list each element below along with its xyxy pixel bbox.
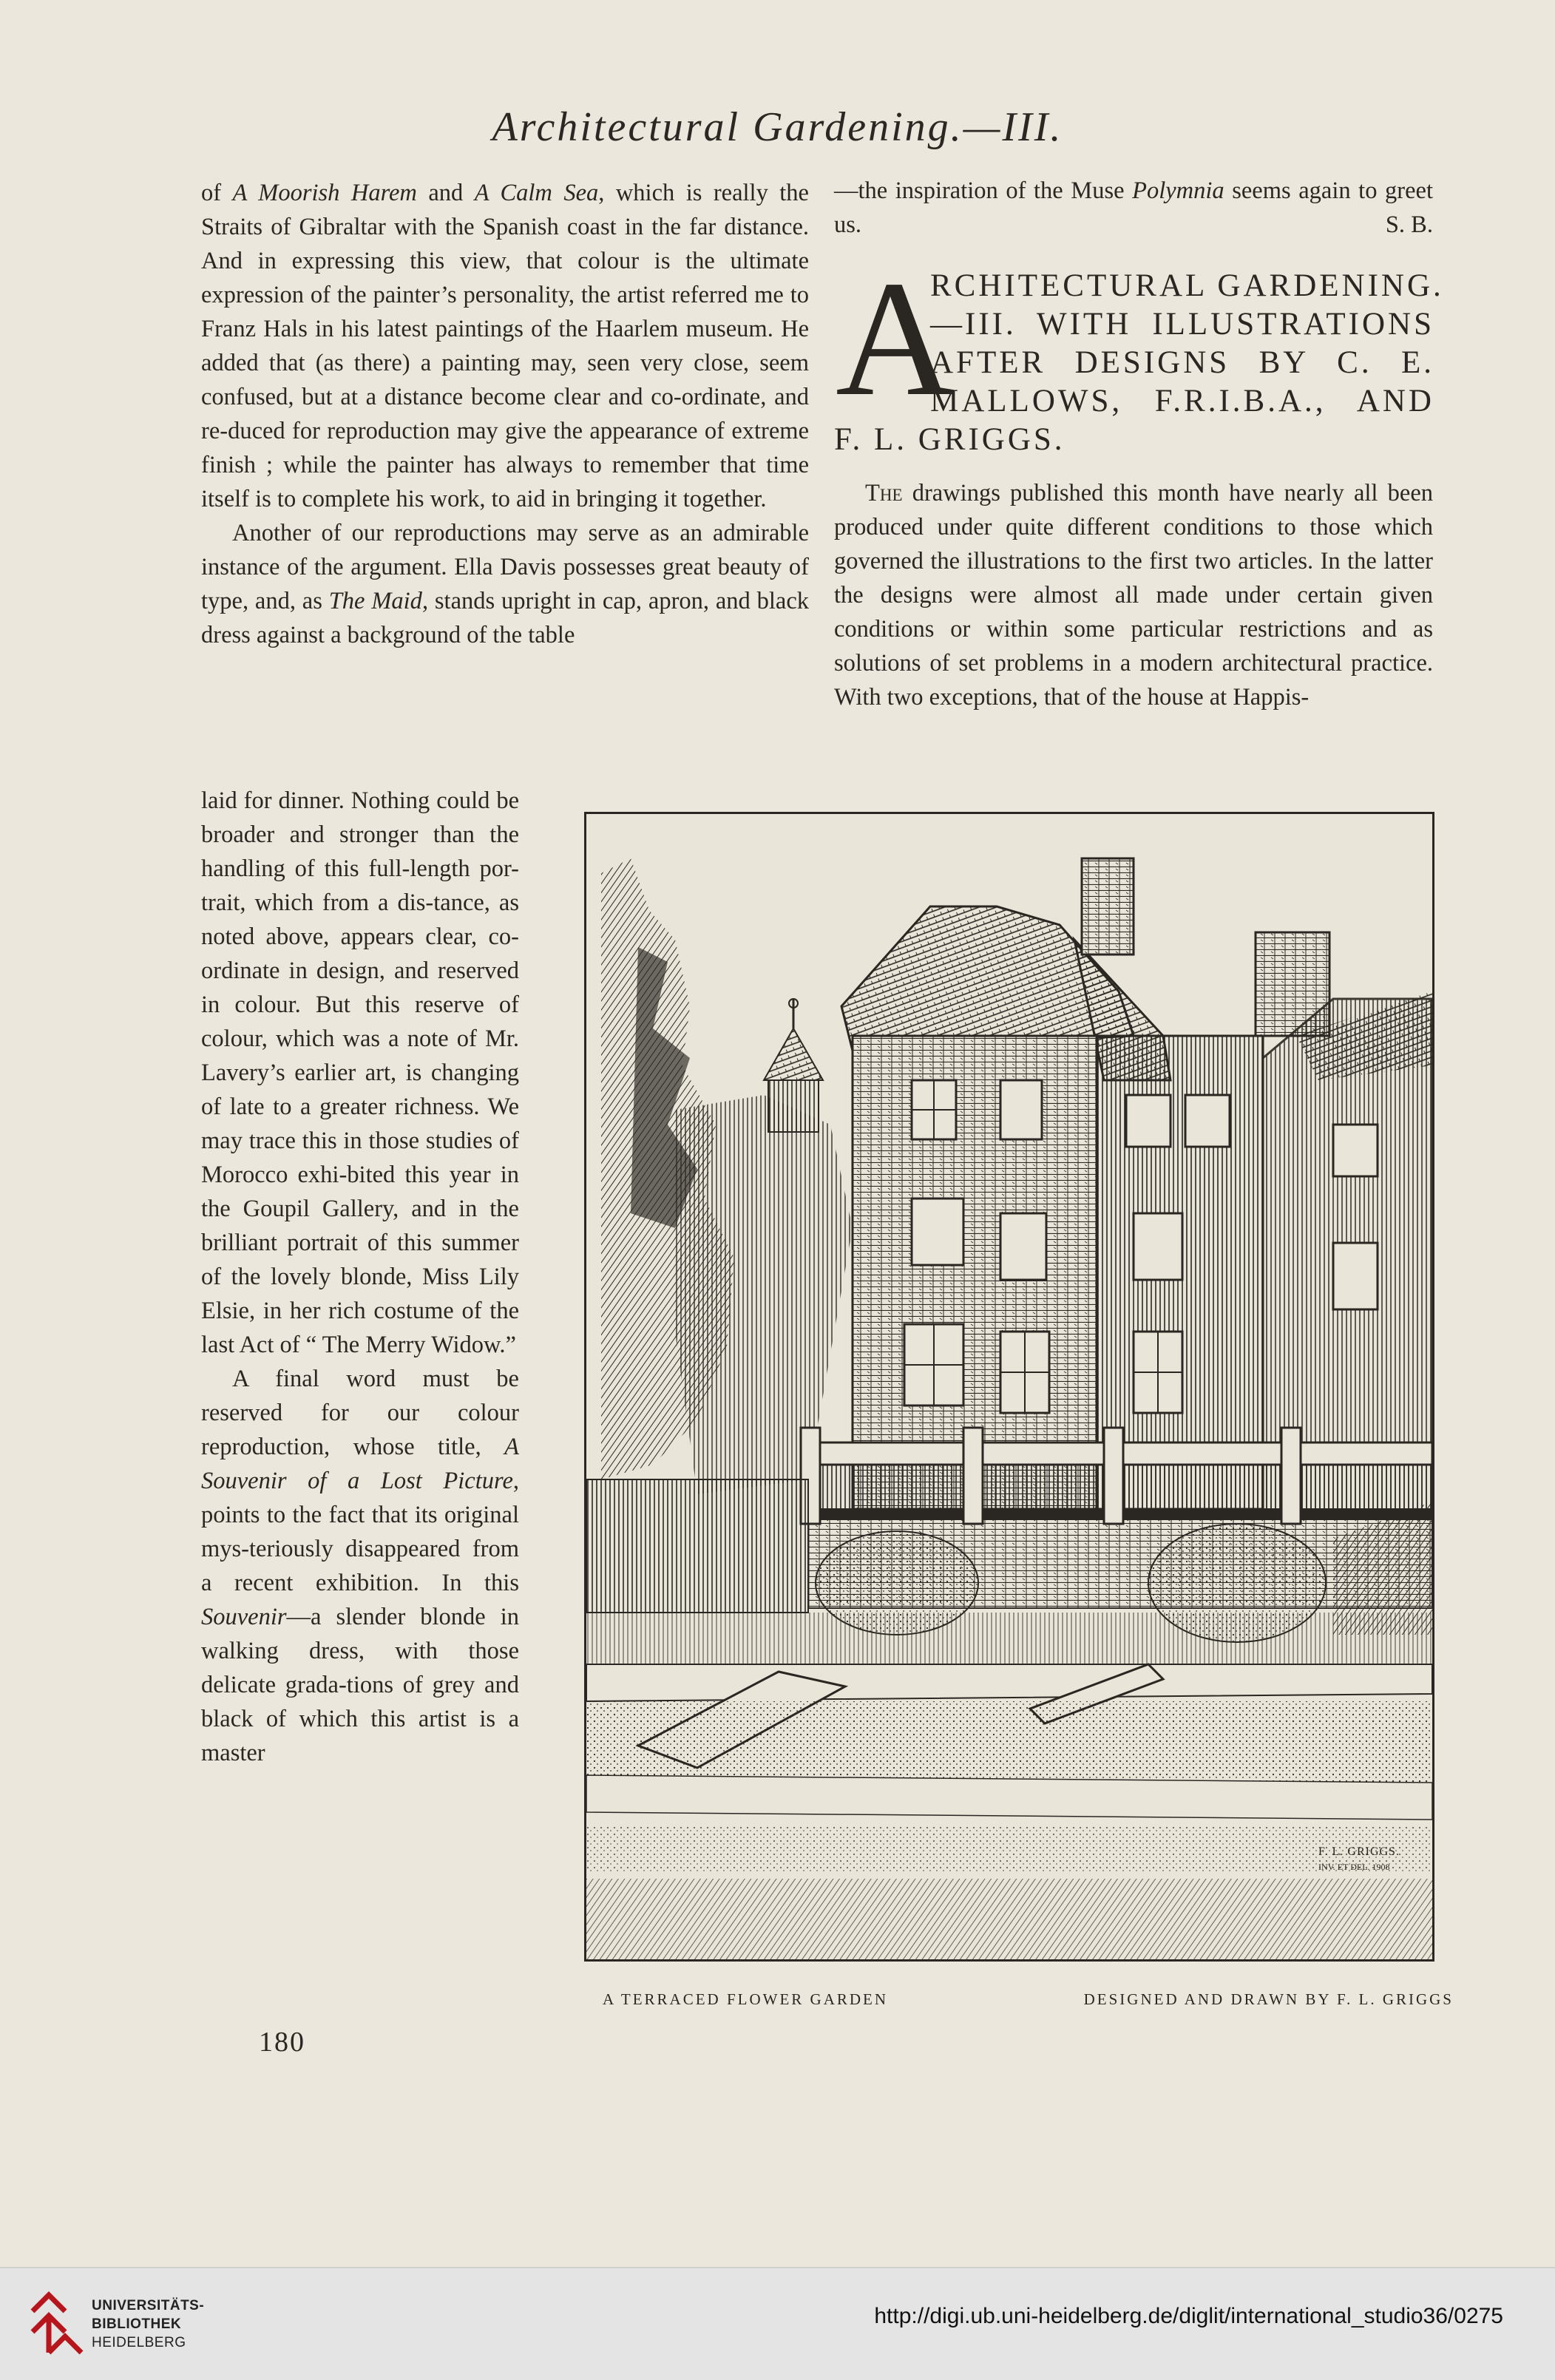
signature-date: INV. ET DEL. 1908: [1318, 1862, 1390, 1872]
italic-title: Polymnia: [1132, 177, 1224, 204]
library-name-line: UNIVERSITÄTS-: [92, 2298, 205, 2313]
italic-title: A Moorish Harem: [232, 180, 417, 206]
right-column-top: [834, 174, 1433, 242]
cupola: [764, 999, 823, 1132]
paragraph: [201, 1362, 519, 1770]
text-run: Another of our reproductions may serve as an admirable instance of the argument. Ella Davis possesses great beauty of type, and, as: [201, 520, 809, 614]
text-run: , which is really the Straits of Gibraltar with the Spanish coast in the far distance. And in expressing this view, that colour is the ultimate expression of the painter’s personality, the artist referred me to Franz Hals in his latest paintings of the Haarlem museum. He added that (as there) a painting may, seen very close, seem confused, but at a distance become clear and co-ordinate, and re-duced for reproduction may give the appearance of extreme finish ; while the painter has always to remember that time itself is to complete his work, to aid in bringing it together.: [201, 180, 809, 512]
heading-line: AFTER DESIGNS BY C. E.: [930, 345, 1434, 380]
library-logo-icon[interactable]: [27, 2289, 89, 2360]
article-heading: [834, 247, 1444, 461]
figure-caption-title: A TERRACED FLOWER GARDEN: [603, 1990, 889, 2008]
small-caps-word: The: [865, 480, 903, 506]
paragraph: [834, 476, 1433, 714]
illustration-terraced-flower-garden: [584, 812, 1434, 1962]
heading-line: MALLOWS, F.R.I.B.A., AND: [930, 384, 1434, 418]
signature-text: F. L. GRIGGS.: [1318, 1845, 1400, 1858]
text-run: laid for dinner. Nothing could be broader and stronger than the handling of this full-length por-trait, which from a dis-tance, as noted above, appears clear, co-ordinate in design, and reserved in colour. But this reserve of colour, which was a note of Mr. Lavery’s earlier art, is changing of late to a greater richness. We may trace this in those studies of Morocco exhi-bited this year in the Goupil Gallery, and in the brilliant portrait of this summer of the lovely blonde, Miss Lily Elsie, in her rich costume of the last Act of “ The Merry Widow.”: [201, 787, 519, 1358]
figure-caption-credit: DESIGNED AND DRAWN BY F. L. GRIGGS: [1083, 1990, 1454, 2008]
italic-title: A Souvenir of a Lost Picture: [201, 1434, 519, 1494]
sunken-garden: [586, 1613, 1432, 1959]
text-run: A final word must be reserved for our colour reproduction, whose title,: [201, 1366, 519, 1460]
paragraph: [201, 176, 809, 516]
heading-line: F. L. GRIGGS.: [834, 422, 1066, 457]
text-run: , stands upright in cap, apron, and black dress against a background of the table: [201, 588, 810, 648]
running-title: Architectural Gardening.—III.: [492, 104, 1063, 150]
text-run: —the inspiration of the Muse: [834, 177, 1133, 204]
text-run: —a slender blonde in walking dress, with those delicate grada-tions of grey and black of which this artist is a master: [201, 1604, 519, 1766]
closing-paragraph: [834, 174, 1433, 242]
text-run: drawings published this month have nearly all been produced under quite different conditions to those which governed the illustrations to the first two articles. In the latter the designs were almost all made under certain given conditions or within some particular restrictions and as solutions of set problems in a modern architectural practice. With two exceptions, that of the house at Happis-: [834, 480, 1433, 711]
heading-line: RCHITECTURAL GARDENING.: [930, 268, 1444, 303]
paragraph: [201, 784, 519, 1362]
paragraph: [201, 516, 809, 652]
drop-cap: A: [836, 247, 955, 430]
text-run: , points to the fact that its original mys-teriously disappeared from a recent exhibition. In this: [201, 1468, 519, 1596]
italic-title: The Maid: [328, 588, 422, 614]
viewer-footer: [0, 2267, 1555, 2380]
library-name[interactable]: [92, 2296, 204, 2352]
garden-wall: [586, 1479, 808, 1613]
permalink-url[interactable]: http://digi.ub.uni-heidelberg.de/diglit/international_studio36/0275: [874, 2304, 1503, 2328]
tree-background: [675, 1095, 853, 1494]
italic-title: Souvenir: [201, 1604, 287, 1630]
text-run: and: [416, 180, 475, 206]
heading-line: —III. WITH ILLUSTRATIONS: [930, 307, 1434, 342]
right-column-body: [834, 476, 1433, 714]
library-name-line: BIBLIOTHEK: [92, 2316, 182, 2332]
left-column-top: [201, 176, 809, 652]
text-run: of: [201, 180, 233, 206]
library-name-line: HEIDELBERG: [92, 2335, 186, 2350]
page-number: 180: [259, 2027, 305, 2058]
manor-house: [841, 858, 1432, 1524]
left-column-narrow: [201, 784, 519, 1770]
text-run: seems again to greet us.: [834, 177, 1433, 238]
italic-title: A Calm Sea: [474, 180, 599, 206]
author-initials: S. B.: [1385, 211, 1433, 238]
